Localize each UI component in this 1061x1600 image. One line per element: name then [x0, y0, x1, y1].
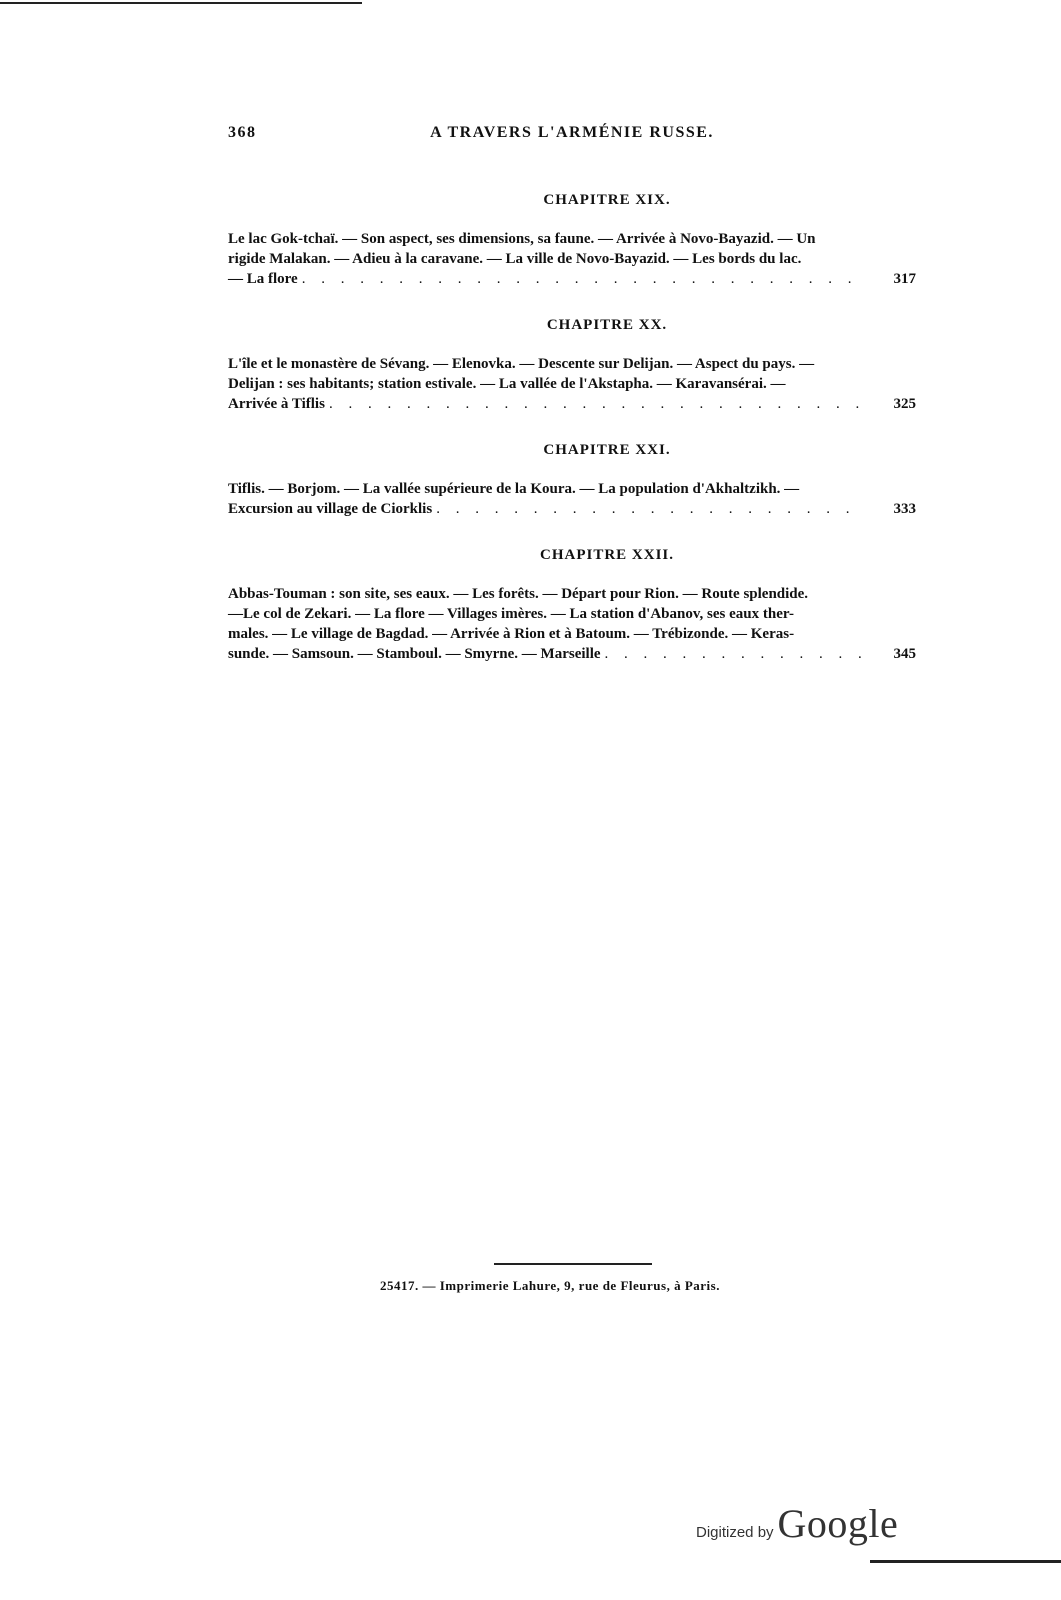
chapter-heading: CHAPITRE XIX.	[543, 192, 671, 208]
running-head	[228, 124, 916, 146]
chapter-page-number: 345	[893, 646, 916, 662]
top-rule	[0, 2, 362, 4]
imprint-rule	[494, 1263, 652, 1265]
chapter-summary	[228, 229, 916, 289]
printer-imprint: 25417. — Imprimerie Lahure, 9, rue de Fleurus, à Paris.	[380, 1278, 720, 1293]
summary-line: Tiflis. — Borjom. — La vallée supérieure de la Koura. — La population d'Akhaltzikh. —	[228, 481, 800, 497]
summary-line: Excursion au village de Ciorklis	[228, 501, 433, 517]
chapter-entry	[228, 192, 916, 289]
digitized-watermark	[696, 1500, 898, 1547]
summary-line: L'île et le monastère de Sévang. — Elenovka. — Descente sur Delijan. — Aspect du pays. —	[228, 356, 815, 372]
dot-leader	[302, 269, 866, 289]
chapter-page-number: 317	[893, 271, 916, 287]
summary-last-line	[228, 499, 870, 519]
chapter-heading: CHAPITRE XX.	[546, 317, 668, 333]
summary-line: Delijan : ses habitants; station estivale. — La vallée de l'Akstapha. — Karavansérai. —	[228, 376, 786, 392]
summary-line: Abbas-Touman : son site, ses eaux. — Les forêts. — Départ pour Rion. — Route splendide.	[228, 586, 809, 602]
chapter-page-number: 325	[893, 396, 916, 412]
chapter-heading: CHAPITRE XXII.	[539, 547, 674, 563]
summary-line: — La flore	[228, 271, 298, 287]
chapter-heading: CHAPITRE XXI.	[543, 442, 671, 458]
summary-line: —Le col de Zekari. — La flore — Villages imères. — La station d'Abanov, ses eaux ther-	[228, 606, 794, 622]
summary-line: Le lac Gok-tchaï. — Son aspect, ses dimensions, sa faune. — Arrivée à Novo-Bayazid. — Un	[228, 231, 816, 247]
dot-leader	[436, 499, 866, 519]
google-logo: Google	[777, 1501, 899, 1546]
page-number: 368	[228, 124, 257, 141]
chapter-summary	[228, 354, 916, 414]
dot-leader	[329, 394, 866, 414]
running-title: A TRAVERS L'ARMÉNIE RUSSE.	[430, 124, 714, 141]
dot-leader	[605, 644, 866, 664]
watermark-prefix: Digitized by	[696, 1524, 774, 1541]
chapter-entry	[228, 547, 916, 664]
chapter-summary	[228, 584, 916, 664]
summary-line: Arrivée à Tiflis	[228, 396, 325, 412]
chapter-entry	[228, 442, 916, 519]
summary-last-line	[228, 394, 870, 414]
bottom-rule	[870, 1560, 1061, 1563]
chapter-page-number: 333	[893, 501, 916, 517]
summary-line: rigide Malakan. — Adieu à la caravane. — La ville de Novo-Bayazid. — Les bords du lac.	[228, 251, 802, 267]
summary-last-line	[228, 269, 870, 289]
table-of-contents	[228, 192, 916, 692]
summary-last-line	[228, 644, 870, 664]
summary-line: males. — Le village de Bagdad. — Arrivée à Rion et à Batoum. — Trébizonde. — Keras-	[228, 626, 795, 642]
chapter-summary	[228, 479, 916, 519]
chapter-entry	[228, 317, 916, 414]
summary-line: sunde. — Samsoun. — Stamboul. — Smyrne. — Marseille	[228, 646, 601, 662]
